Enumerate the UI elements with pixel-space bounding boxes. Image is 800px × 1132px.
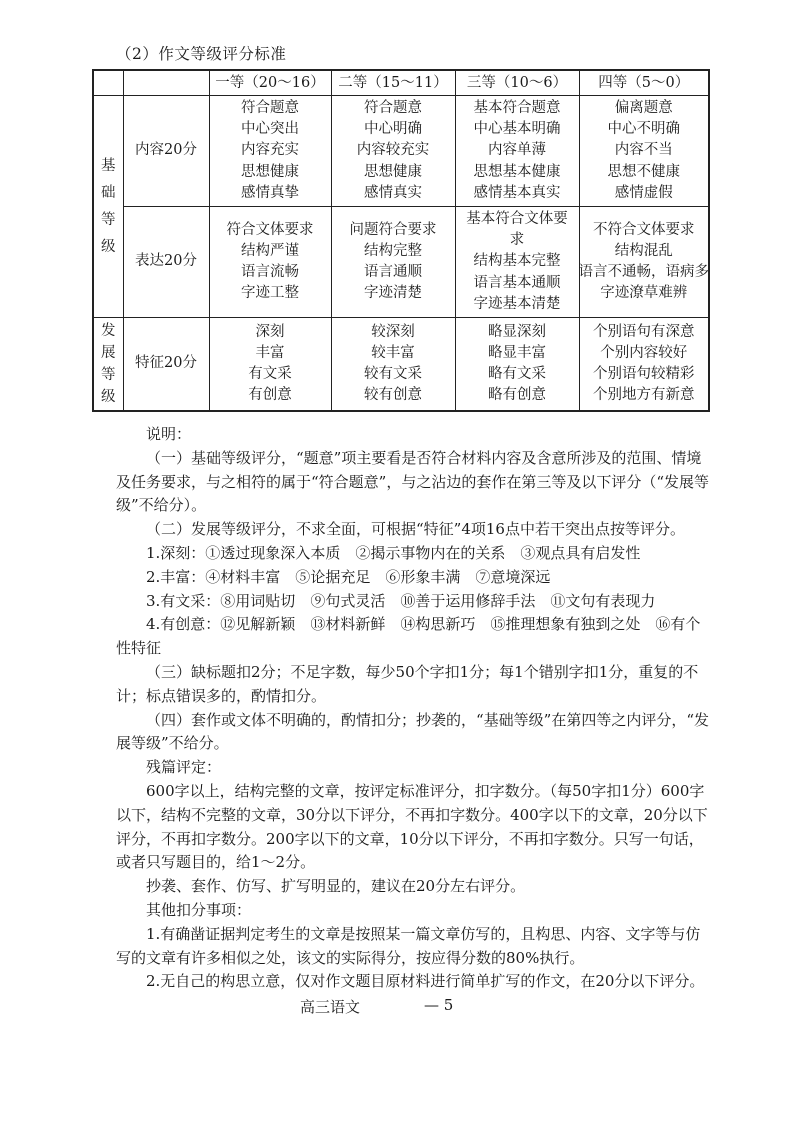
cell-expression-grade-4: 不符合文体要求 结构混乱 语言不通畅，语病多 字迹潦草难辨 <box>579 207 709 318</box>
table-header-row <box>93 70 709 96</box>
note-paragraph: 抄袭、套作、仿写、扩写明显的，建议在20分左右评分。 <box>146 877 526 896</box>
note-paragraph: 600字以上，结构完整的文章，按评定标准评分，扣字数分。（每50字扣1分）600字以下，结构不完整的文章，30分以下评分，不再扣字数分。400字以下的文章，20分以下评分，不再扣字数分。200字以下的文章，10分以下评分，不再扣字数分。只写一句话，或者只写题目的，给1～2分。 <box>116 781 708 872</box>
note-paragraph: 4.有创意：⑫见解新颖 ⑬材料新鲜 ⑭构思新巧 ⑮推理想象有独到之处 ⑯有个性特征 <box>116 615 701 658</box>
cell-content-grade-3: 基本符合题意 中心基本明确 内容单薄 思想基本健康 感情基本真实 <box>455 96 579 207</box>
table-row-expression <box>93 207 709 318</box>
cell-content-grade-1: 符合题意 中心突出 内容充实 思想健康 感情真挚 <box>209 96 331 207</box>
header-grade-4: 四等（5～0） <box>579 70 709 96</box>
note-heading: 残篇评定： <box>146 758 222 777</box>
note-heading: 其他扣分事项： <box>146 900 252 919</box>
note-paragraph: （四）套作或文体不明确的，酌情扣分；抄袭的，“基础等级”在第四等之内评分，“发展等级”不给分。 <box>116 710 710 753</box>
cell-feature-grade-1: 深刻 丰富 有文采 有创意 <box>209 318 331 412</box>
row-label-content: 内容20分 <box>123 96 209 207</box>
row-label-feature: 特征20分 <box>123 318 209 412</box>
notes-heading: 说明： <box>146 425 192 443</box>
cell-feature-grade-3: 略显深刻 略显丰富 略有文采 略有创意 <box>455 318 579 412</box>
header-grade-3: 三等（10～6） <box>455 70 579 96</box>
header-blank-cell <box>123 70 209 96</box>
header-grade-1: 一等（20～16） <box>209 70 331 96</box>
note-paragraph: 3.有文采：⑧用词贴切 ⑨句式灵活 ⑩善于运用修辞手法 ⑪文句有表现力 <box>146 591 656 610</box>
group-dev-label: 发 展 等 级 <box>93 318 123 412</box>
cell-feature-grade-4: 个别语句有深意 个别内容较好 个别语句较精彩 个别地方有新意 <box>579 318 709 412</box>
notes-section <box>116 423 712 994</box>
footer-page-number: — 5 <box>424 996 454 1014</box>
note-paragraph: （三）缺标题扣2分；不足字数，每少50个字扣1分；每1个错别字扣1分，重复的不计；标点错误多的，酌情扣分。 <box>116 662 699 705</box>
note-paragraph: （一）基础等级评分，“题意”项主要看是否符合材料内容及含意所涉及的范围、情境及任务要求，与之相符的属于“符合题意”，与之沾边的套作在第三等及以下评分（“发展等级”不给分）。 <box>116 448 710 515</box>
group-basic-label: 基 础 等 级 <box>93 96 123 318</box>
header-grade-2: 二等（15～11） <box>331 70 455 96</box>
table-row-feature <box>93 318 709 412</box>
cell-expression-grade-1: 符合文体要求 结构严谨 语言流畅 字迹工整 <box>209 207 331 318</box>
cell-expression-grade-3: 基本符合文体要求 结构基本完整 语言基本通顺 字迹基本清楚 <box>455 207 579 318</box>
note-paragraph: 1.有确凿证据判定考生的文章是按照某一篇文章仿写的，且构思、内容、文字等与仿写的文章有许多相似之处，该文的实际得分，按应得分数的80%执行。 <box>116 924 701 967</box>
note-paragraph: 2.丰富：④材料丰富 ⑤论据充足 ⑥形象丰满 ⑦意境深远 <box>146 567 551 586</box>
scoring-rubric-table <box>92 69 710 412</box>
cell-content-grade-4: 偏离题意 中心不明确 内容不当 思想不健康 感情虚假 <box>579 96 709 207</box>
row-label-expression: 表达20分 <box>123 207 209 318</box>
cell-expression-grade-2: 问题符合要求 结构完整 语言通顺 字迹清楚 <box>331 207 455 318</box>
note-paragraph: 1.深刻：①透过现象深入本质 ②揭示事物内在的关系 ③观点具有启发性 <box>146 543 641 562</box>
header-blank-cell <box>93 70 123 96</box>
note-paragraph: 2.无自己的构思立意，仅对作文题目原材料进行简单扩写的作文，在20分以下评分。 <box>146 972 705 991</box>
table-row-content <box>93 96 709 207</box>
section-title: （2）作文等级评分标准 <box>116 45 287 63</box>
note-paragraph: （二）发展等级评分，不求全面，可根据“特征”4项16点中若干突出点按等评分。 <box>146 520 685 539</box>
cell-feature-grade-2: 较深刻 较丰富 较有文采 较有创意 <box>331 318 455 412</box>
footer-subject: 高三语文 <box>300 998 361 1016</box>
cell-content-grade-2: 符合题意 中心明确 内容较充实 思想健康 感情真实 <box>331 96 455 207</box>
